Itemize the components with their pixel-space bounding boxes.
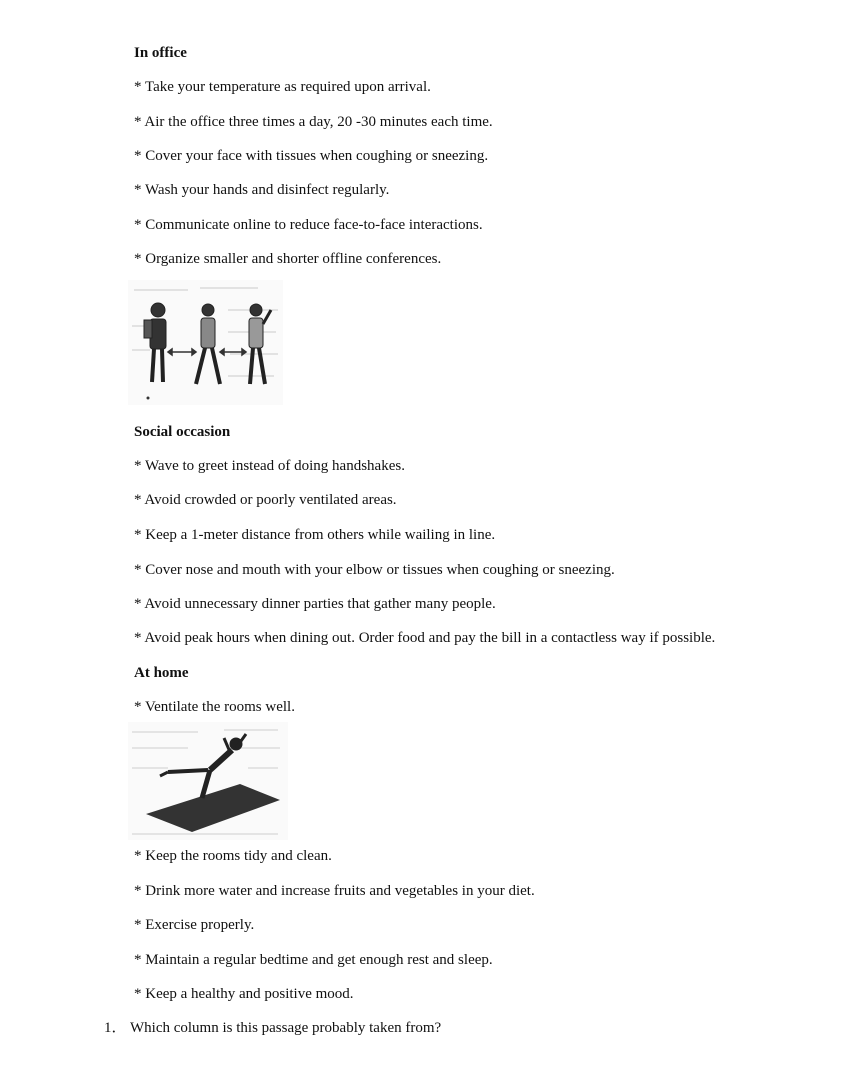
social-item-5: * Avoid unnecessary dinner parties that gather many people.: [134, 596, 496, 612]
social-item-6: * Avoid peak hours when dining out. Order food and pay the bill in a contactless way if possible.: [134, 630, 716, 646]
section-heading-office: In office: [134, 45, 187, 61]
office-item-2: * Air the office three times a day, 20 -30 minutes each time.: [134, 114, 493, 130]
section-heading-home: At home: [134, 665, 189, 681]
exercise-illustration: [128, 722, 288, 840]
social-item-4: * Cover nose and mouth with your elbow or tissues when coughing or sneezing.: [134, 562, 615, 578]
question-line: [104, 1019, 441, 1037]
office-item-6: * Organize smaller and shorter offline conferences.: [134, 251, 442, 267]
home-item-5: * Maintain a regular bedtime and get enough rest and sleep.: [134, 952, 493, 968]
office-item-5: * Communicate online to reduce face-to-face interactions.: [134, 217, 483, 233]
home-item-3: * Drink more water and increase fruits and vegetables in your diet.: [134, 883, 535, 899]
home-item-4: * Exercise properly.: [134, 917, 255, 933]
distance-illustration: [128, 280, 283, 405]
question-number: 1．: [104, 1020, 127, 1036]
office-item-3: * Cover your face with tissues when coughing or sneezing.: [134, 148, 489, 164]
home-item-1: * Ventilate the rooms well.: [134, 699, 295, 715]
social-item-2: * Avoid crowded or poorly ventilated areas.: [134, 492, 397, 508]
social-item-1: * Wave to greet instead of doing handshakes.: [134, 458, 405, 474]
question-text: Which column is this passage probably taken from?: [130, 1020, 442, 1036]
home-item-6: * Keep a healthy and positive mood.: [134, 986, 354, 1002]
section-heading-social: Social occasion: [134, 424, 231, 440]
home-item-2: * Keep the rooms tidy and clean.: [134, 848, 332, 864]
social-item-3: * Keep a 1-meter distance from others while wailing in line.: [134, 527, 496, 543]
office-item-4: * Wash your hands and disinfect regularly.: [134, 182, 390, 198]
office-item-1: * Take your temperature as required upon arrival.: [134, 79, 431, 95]
